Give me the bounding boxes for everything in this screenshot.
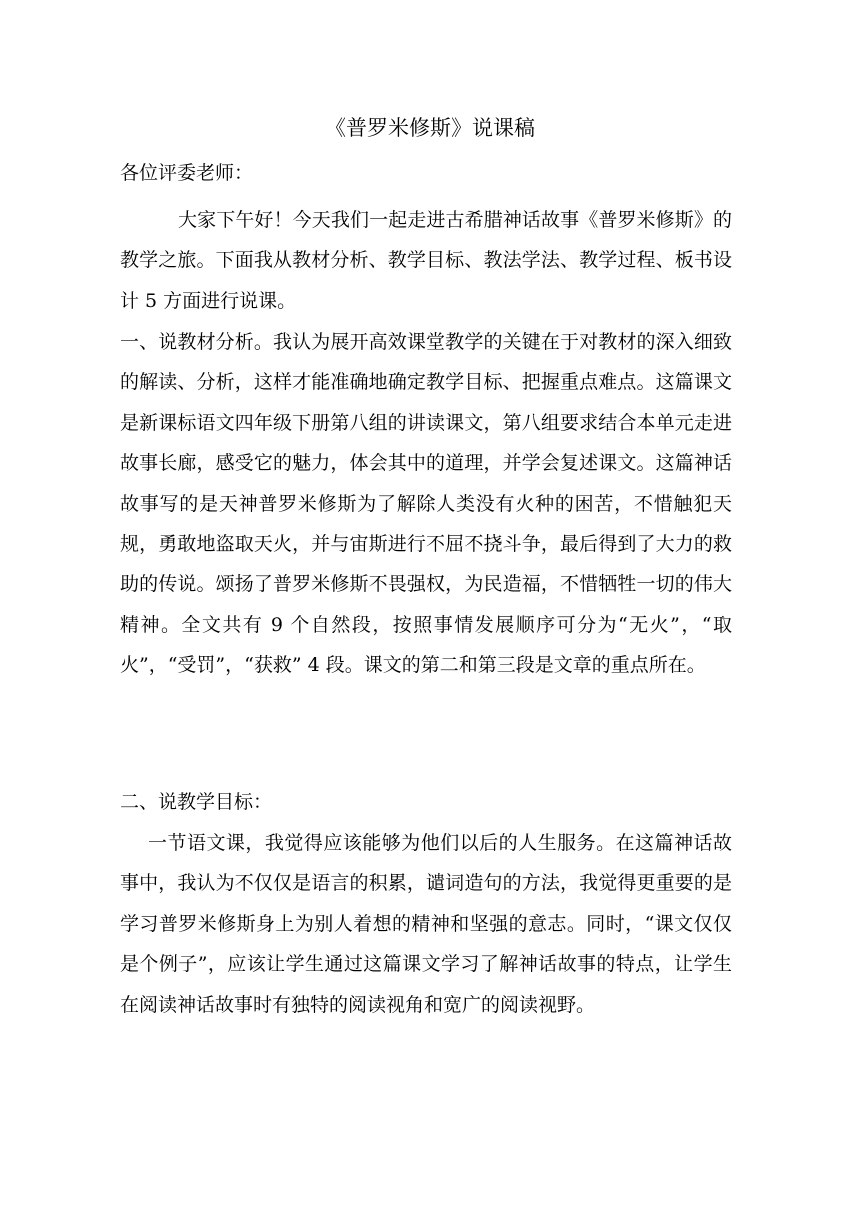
salutation: 各位评委老师： xyxy=(120,162,254,184)
section-2-paragraph: 一节语文课，我觉得应该能够为他们以后的人生服务。在这篇神话故事中，我认为不仅仅是语言的积累，谴词造句的方法，我觉得更重要的是学习普罗米修斯身上为别人着想的精神和坚强的意志。同时，“课文仅仅是个例子”，应该让学生通过这篇课文学习了解神话故事的特点，让学生在阅读神话故事时有独特的阅读视角和宽广的阅读视野。 xyxy=(120,832,732,1016)
intro-paragraph: 大家下午好！今天我们一起走进古希腊神话故事《普罗米修斯》的教学之旅。下面我从教材分析、教学目标、教法学法、教学过程、板书设计 5 方面进行说课。 xyxy=(120,209,732,312)
page-title: 《普罗米修斯》说课稿 xyxy=(325,116,535,140)
section-1-paragraph: 一、说教材分析。我认为展开高效课堂教学的关键在于对教材的深入细致的解读、分析，这样才能准确地确定教学目标、把握重点难点。这篇课文是新课标语文四年级下册第八组的讲读课文，第八组要求结合本单元走进故事长廊，感受它的魅力，体会其中的道理，并学会复述课文。这篇神话故事写的是天神普罗米修斯为了解除人类没有火种的困苦，不惜触犯天规，勇敢地盗取天火，并与宙斯进行不屈不挠斗争，最后得到了大力的救助的传说。颂扬了普罗米修斯不畏强权，为民造福，不惜牺牲一切的伟大精神。全文共有 9 个自然段，按照事情发展顺序可分为“无火”，“取火”，“受罚”，“获救” 4 段。课文的第二和第三段是文章的重点所在。 xyxy=(120,331,732,677)
section-2-heading: 二、说教学目标： xyxy=(120,791,273,813)
